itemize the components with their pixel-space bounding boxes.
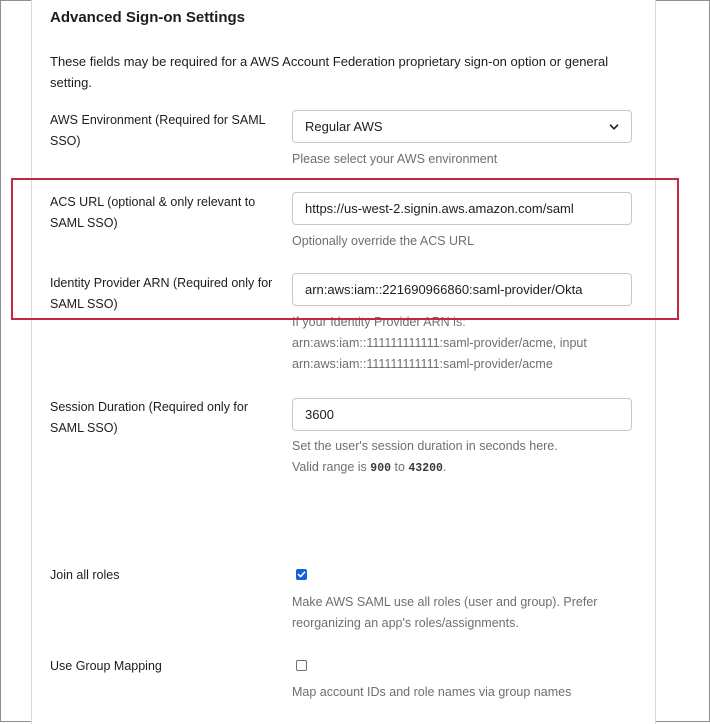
aws-environment-help: Please select your AWS environment: [292, 152, 498, 166]
acs-url-input[interactable]: [292, 192, 632, 225]
join-all-roles-checkbox[interactable]: [296, 569, 307, 580]
section-description: These fields may be required for a AWS Account Federation proprietary sign-on option or general setting.: [50, 54, 609, 90]
use-group-mapping-checkbox[interactable]: [296, 660, 307, 671]
valid-range-suffix: .: [442, 460, 447, 474]
idp-arn-label: Identity Provider ARN (Required only for SAML SSO): [50, 276, 273, 311]
session-duration-value: 3600: [305, 407, 334, 422]
session-duration-help-line2: [292, 457, 446, 479]
chevron-down-icon: [609, 122, 619, 132]
aws-environment-select[interactable]: [292, 110, 632, 143]
acs-url-value: https://us-west-2.signin.aws.amazon.com/saml: [305, 201, 574, 216]
idp-arn-help-line1: If your Identity Provider ARN is:: [292, 315, 466, 329]
valid-range-min: 900: [370, 462, 392, 475]
session-duration-help-line1: Set the user's session duration in seconds here.: [292, 439, 558, 453]
use-group-mapping-label: Use Group Mapping: [50, 659, 162, 673]
aws-environment-value: Regular AWS: [305, 119, 383, 134]
idp-arn-help-line2: arn:aws:iam::111111111111:saml-provider/acme, input: [292, 336, 587, 350]
join-all-roles-help: Make AWS SAML use all roles (user and group). Prefer reorganizing an app's roles/assignments.: [292, 595, 598, 630]
acs-url-help: Optionally override the ACS URL: [292, 234, 475, 248]
idp-arn-value: arn:aws:iam::221690966860:saml-provider/Okta: [305, 282, 583, 297]
aws-environment-label: AWS Environment (Required for SAML SSO): [50, 113, 266, 148]
valid-range-prefix: Valid range is: [292, 460, 371, 474]
join-all-roles-label: Join all roles: [50, 568, 120, 582]
section-title: Advanced Sign-on Settings: [50, 9, 246, 26]
valid-range-mid: to: [391, 460, 409, 474]
session-duration-input[interactable]: [292, 398, 632, 431]
acs-url-label: ACS URL (optional & only relevant to SAML SSO): [50, 195, 256, 230]
valid-range-max: 43200: [408, 462, 443, 475]
checkmark-icon: [297, 570, 306, 579]
use-group-mapping-help: Map account IDs and role names via group names: [292, 685, 572, 699]
idp-arn-help-line3: arn:aws:iam::111111111111:saml-provider/acme: [292, 357, 553, 371]
session-duration-label: Session Duration (Required only for SAML SSO): [50, 400, 249, 435]
idp-arn-input[interactable]: [292, 273, 632, 306]
